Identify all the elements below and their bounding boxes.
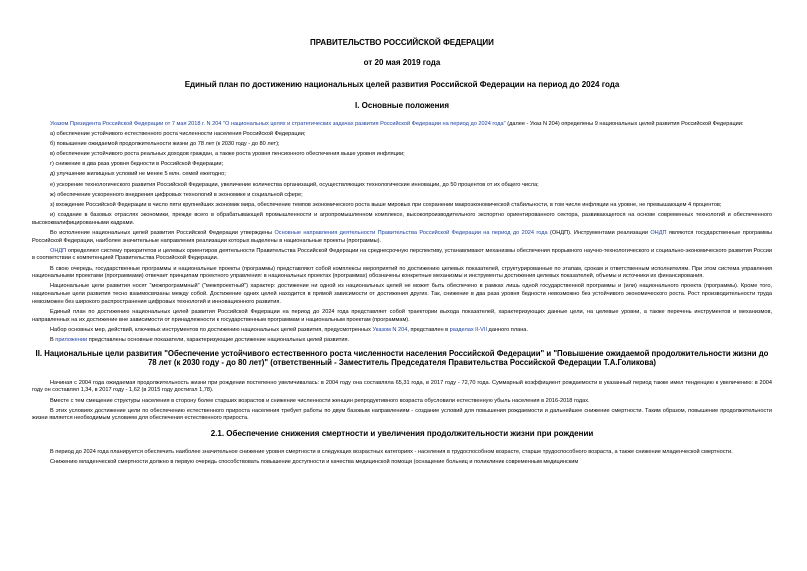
programs-paragraph: В свою очередь, государственные программы и национальные проекты (программы) представляют собой комплексы мероприятий по достижению целевых показателей, структурированные по этапам, срокам и ответственным исполнителям. При этом система управления национальными проектами (программами) отвечает принципам проектного управления: в национальных проектах (программах) обозначены конкретные механизмы и инструменты достижения целевых показателей, объемы и источники их финансирования. <box>32 265 772 280</box>
plan-title: Единый план по достижению национальных целей развития Российской Федерации на период до 2024 года <box>184 80 620 89</box>
annex-link[interactable]: приложении <box>55 337 88 344</box>
goal-a: а) обеспечение устойчивого естественного роста численности населения Российской Федерации; <box>50 131 306 138</box>
ondp-link[interactable]: Основные направления деятельности Правительства Российской Федерации на период до 2024 года <box>274 229 548 236</box>
section-2-heading: II. Национальные цели развития "Обеспечение устойчивого естественного роста численности населения Российской Федерации" и "Повышение ожидаемой продолжительности жизни до 78 лет (к 2030 году - до 80 лет)" (ответственный - Заместитель Председателя Правительства Российской Федерации Т.А.Голикова) <box>35 348 769 368</box>
ondp-text-pre: Во исполнение национальных целей развития Российской Федерации утверждены <box>50 229 275 236</box>
document-page <box>32 32 772 469</box>
goal-v: в) обеспечение устойчивого роста реальных доходов граждан, а также роста уровня пенсионного обеспечения выше уровня инфляции; <box>50 151 405 158</box>
decree-204-link[interactable]: Указом Президента Российской Федерации от 7 мая 2018 г. N 204 "О национальных целях и стратегических задачах развития Российской Федерации на период до 2024 года" <box>50 121 506 127</box>
annex-paragraph <box>32 337 772 345</box>
document-body <box>32 121 772 345</box>
annex-text-post: представлены основные показатели, характеризующие достижение национальных целей развития. <box>87 337 350 344</box>
ondp-link-2[interactable]: ОНДП <box>50 247 67 254</box>
measures-text-mid: , представлен в <box>407 326 450 333</box>
ondp-paragraph <box>32 230 772 246</box>
document-date: от 20 мая 2019 года <box>363 58 441 67</box>
decree-204-short-link[interactable]: Указом N 204 <box>372 326 408 333</box>
infant-mortality-paragraph: Снижению младенческой смертности должно в первую очередь способствовать повышение доступности и качества медицинской помощи (оснащение больниц и поликлиник современным медицинским <box>50 459 579 466</box>
section-2-body <box>32 374 772 424</box>
section-1-heading: I. Основные положения <box>354 101 450 110</box>
ondp-text-post: являются государственные программы Российской Федерации, наиболее значительные направления реализации которых выделены в национальные проекты (программы). <box>32 229 772 244</box>
annex-text-pre: В <box>50 337 56 344</box>
goal-e: е) ускорение технологического развития Российской Федерации, увеличение количества организаций, осуществляющих технологические инновации, до 50 процентов от их общего числа; <box>50 181 539 188</box>
ondp-text-mid: (ОНДП). Инструментами реализации <box>547 229 651 236</box>
mortality-paragraph: В период до 2024 года планируется обеспечить наиболее значительное снижение уровня смертности в следующих возрастных категориях - населения в трудоспособном возрасте, старше трудоспособного возраста, а также снижение младенческой смертности. <box>50 449 733 456</box>
goal-d: д) улучшение жилищных условий не менее 5 млн. семей ежегодно; <box>50 171 226 178</box>
measures-text-post: данного плана. <box>487 326 528 333</box>
org-title: ПРАВИТЕЛЬСТВО РОССИЙСКОЙ ФЕДЕРАЦИИ <box>310 38 494 47</box>
ondp-priorities-paragraph <box>32 248 772 264</box>
interprogram-paragraph: Национальные цели развития носят "межпрограммный" ("межпроектный") характер: достижение ни одной из национальных целей не может быть обеспечено в рамках лишь одной государственной программы и (или) национального проекта (программы). Кроме того, национальные цели развития тесно взаимосвязаны между собой. Достижение одних целей находится в прямой зависимости от достижения других. Так, снижение в два раза уровня бедности невозможно без устойчивого экономического роста. Рост производительности труда невозможен без широкого распространения цифровых технологий и инновационного развития. <box>32 283 772 305</box>
intro-text: (далее - Указ N 204) определены 9 национальных целей развития Российской Федерации: <box>505 121 744 127</box>
goal-b: б) повышение ожидаемой продолжительности жизни до 78 лет (к 2030 году - до 80 лет); <box>50 141 280 148</box>
goal-z: з) вхождение Российской Федерации в число пяти крупнейших экономик мира, обеспечение темпов экономического роста выше мировых при сохранении макроэкономической стабильности, в том числе инфляции на уровне, не превышающем 4 процентов; <box>50 201 722 208</box>
unified-plan-paragraph: Единый план по достижению национальных целей развития Российской Федерации на период до 2024 года представляет собой траектории выхода показателей, характеризующих данные цели, на целевые уровни, а также перечень инструментов и механизмов, направленных на их достижение вне зависимости от принадлежности к государственным программам и национальным проектам (программам). <box>32 309 772 323</box>
population-structure-paragraph: Вместе с тем смещение структуры населения в сторону более старших возрастов и снижение численности женщин репродуктивного возраста обусловили естественную убыль населения в 2016-2018 годах. <box>50 397 590 404</box>
life-expectancy-paragraph: Начиная с 2004 года ожидаемая продолжительность жизни при рождении постепенно увеличивалась: в 2004 году она составляла 65,31 года, в 2017 году - 72,70 года. Суммарный коэффициент рождаемости в указанный период также имел тенденцию к увеличению: в 2004 году он составлял 1,34, в 2017 году - 1,62 (в 2015 году достигал 1,78). <box>32 379 772 394</box>
section-2-1-body <box>32 449 772 467</box>
ondp-short-link[interactable]: ОНДП <box>650 229 667 236</box>
measures-text-pre: Набор основных мер, действий, ключевых инструментов по достижению национальных целей развития, предусмотренных <box>50 326 373 333</box>
intro-paragraph <box>32 121 772 129</box>
section-2-1-heading: 2.1. Обеспечение снижения смертности и увеличения продолжительности жизни при рождении <box>210 429 594 439</box>
sections-link[interactable]: разделах II-VII <box>449 326 487 333</box>
goal-g: г) снижение в два раза уровня бедности в Российской Федерации; <box>50 161 224 168</box>
ondp-priorities-text: определяют систему приоритетов и целевых ориентиров деятельности Правительства Российской Федерации на среднесрочную перспективу, устанавливают механизмы обеспечения прорывного научно-технологического и социально-экономического развития России в соответствии с компетенцией Правительства Российской Федерации. <box>32 247 772 262</box>
conditions-paragraph: В этих условиях достижение цели по обеспечению естественного прироста населения требует работы по двум базовым направлениям - создание условий для повышения рождаемости и дальнейшее снижение смертности. Таким образом, повышение продолжительности жизни является необходимым условием для обеспечения естественного прироста. <box>32 407 772 422</box>
measures-paragraph <box>32 327 772 335</box>
goal-zh: ж) обеспечение ускоренного внедрения цифровых технологий в экономике и социальной сфере; <box>50 191 303 198</box>
goal-i: и) создание в базовых отраслях экономики, прежде всего в обрабатывающей промышленности и агропромышленном комплексе, высокопроизводительного экспортно ориентированного сектора, развивающегося на основе современных технологий и обеспеченного высококвалифицированными кадрами. <box>32 211 772 226</box>
